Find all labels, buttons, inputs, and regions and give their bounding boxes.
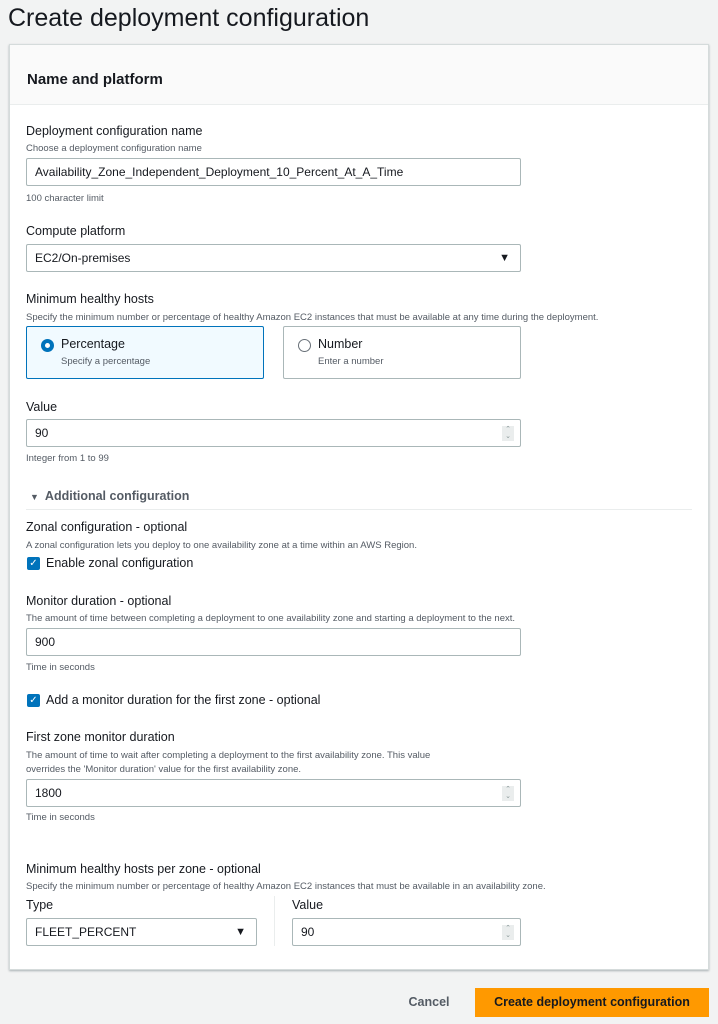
spinner-icon[interactable]: ⌃ ⌄	[502, 426, 514, 441]
create-deployment-configuration-button[interactable]: Create deployment configuration	[475, 988, 709, 1017]
value-hint: Integer from 1 to 99	[26, 453, 109, 464]
caret-down-icon: ▼	[499, 252, 510, 264]
radio-icon[interactable]	[298, 339, 311, 352]
zonal-desc: A zonal configuration lets you deploy to one availability zone at a time within an AWS Region.	[26, 540, 417, 551]
panel-header	[10, 45, 708, 105]
per-zone-value: 90	[301, 925, 315, 939]
value-label: Value	[26, 400, 58, 414]
per-zone-value-input[interactable]	[292, 918, 521, 946]
first-zone-value: 1800	[35, 786, 62, 800]
page-title: Create deployment configuration	[8, 4, 370, 32]
spinner-icon[interactable]: ⌃ ⌄	[502, 925, 514, 940]
option-title: Number	[318, 337, 363, 351]
additional-config-toggle[interactable]	[30, 489, 189, 503]
value-input[interactable]	[26, 419, 521, 447]
first-zone-desc-2: overrides the 'Monitor duration' value for the first availability zone.	[26, 764, 302, 775]
type-select[interactable]	[26, 918, 257, 946]
caret-down-icon: ▼	[235, 926, 246, 938]
enable-zonal-label: Enable zonal configuration	[46, 556, 194, 570]
name-label: Deployment configuration name	[26, 124, 203, 138]
first-zone-checkbox-label: Add a monitor duration for the first zone - optional	[46, 693, 321, 707]
compute-platform-select[interactable]	[26, 244, 521, 272]
caret-down-icon: ▼	[30, 492, 39, 502]
cancel-button[interactable]: Cancel	[408, 995, 450, 1009]
platform-label: Compute platform	[26, 224, 126, 238]
divider	[26, 509, 692, 510]
value-text: 90	[35, 426, 49, 440]
name-desc: Choose a deployment configuration name	[26, 143, 202, 154]
per-zone-label: Minimum healthy hosts per zone - optional	[26, 862, 261, 876]
monitor-label: Monitor duration - optional	[26, 594, 172, 608]
option-sub: Enter a number	[318, 356, 384, 367]
option-percentage[interactable]	[26, 326, 264, 379]
name-value: Availability_Zone_Independent_Deployment_10_Percent_At_A_Time	[35, 165, 404, 179]
first-zone-duration-input[interactable]	[26, 779, 521, 807]
first-zone-checkbox[interactable]: ✓	[27, 694, 40, 707]
type-value: FLEET_PERCENT	[35, 925, 137, 939]
min-hosts-desc: Specify the minimum number or percentage of healthy Amazon EC2 instances that must be available at any time during the deployment.	[26, 312, 599, 323]
platform-value: EC2/On-premises	[35, 251, 131, 265]
section-title: Name and platform	[27, 71, 163, 88]
name-hint: 100 character limit	[26, 193, 104, 204]
enable-zonal-checkbox[interactable]: ✓	[27, 557, 40, 570]
first-zone-label: First zone monitor duration	[26, 730, 175, 744]
deployment-config-name-input[interactable]	[26, 158, 521, 186]
monitor-hint: Time in seconds	[26, 662, 95, 673]
type-label: Type	[26, 898, 54, 912]
monitor-duration-input[interactable]	[26, 628, 521, 656]
option-title: Percentage	[61, 337, 125, 351]
zonal-label: Zonal configuration - optional	[26, 520, 188, 534]
radio-selected-icon[interactable]	[41, 339, 54, 352]
first-zone-desc-1: The amount of time to wait after completing a deployment to the first availability zone. This value	[26, 750, 431, 761]
column-divider	[274, 896, 275, 946]
monitor-value: 900	[35, 635, 56, 649]
option-number[interactable]	[283, 326, 521, 379]
first-zone-hint: Time in seconds	[26, 812, 95, 823]
additional-label: Additional configuration	[44, 489, 190, 503]
per-zone-desc: Specify the minimum number or percentage of healthy Amazon EC2 instances that must be available in an availability zone.	[26, 881, 546, 892]
monitor-desc: The amount of time between completing a deployment to one availability zone and starting a deployment to the next.	[26, 613, 516, 624]
per-zone-value-label: Value	[292, 898, 324, 912]
min-hosts-label: Minimum healthy hosts	[26, 292, 154, 306]
spinner-icon[interactable]: ⌃ ⌄	[502, 786, 514, 801]
option-sub: Specify a percentage	[61, 356, 151, 367]
